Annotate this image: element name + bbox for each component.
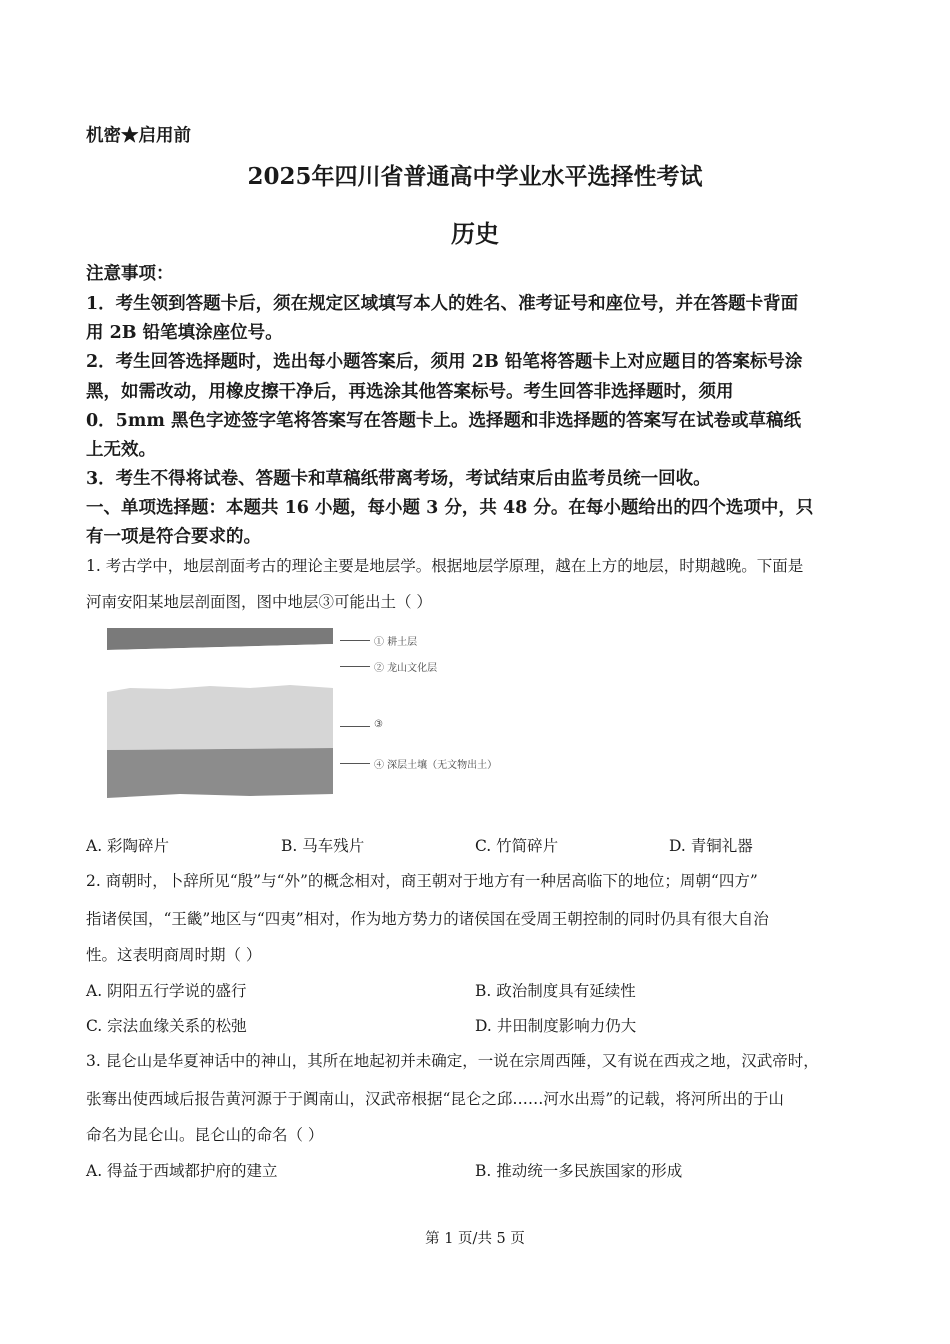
notice-line: 用 2B 铅笔填涂座位号。 (86, 323, 283, 343)
notice-line: 1．考生领到答题卡后，须在规定区域填写本人的姓名、准考证号和座位号，并在答题卡背面 (86, 294, 799, 314)
subject-title: 历史 (451, 219, 499, 248)
question-2-stem: 性。这表明商周时期（ ） (86, 946, 262, 964)
layer-1-label: ① 耕土层 (374, 637, 418, 648)
notice-line: 上无效。 (86, 440, 156, 460)
layer-3-leader (340, 726, 370, 727)
notice-line: 3．考生不得将试卷、答题卡和草稿纸带离考场，考试结束后由监考员统一回收。 (86, 469, 711, 489)
section-heading: 有一项是符合要求的。 (86, 527, 261, 547)
layer-2-band (107, 644, 333, 692)
question-3-stem: 3. 昆仑山是华夏神话中的神山，其所在地起初并未确定，一说在宗周西陲，又有说在西戎之地，汉武帝时， (86, 1052, 819, 1070)
question-3-option-a[interactable]: A. 得益于西域都护府的建立 (86, 1162, 278, 1180)
layer-4-label: ④ 深层土壤（无文物出土） (374, 760, 498, 771)
question-2-option-a[interactable]: A. 阴阳五行学说的盛行 (86, 982, 247, 1000)
notice-line: 2．考生回答选择题时，选出每小题答案后，须用 2B 铅笔将答题卡上对应题目的答案标号涂 (86, 352, 803, 372)
question-2-stem: 2. 商朝时，卜辞所见“殷”与“外”的概念相对，商王朝对于地方有一种居高临下的地位；周朝“四方” (86, 872, 758, 890)
question-2-option-d[interactable]: D. 井田制度影响力仍大 (475, 1017, 637, 1035)
notice-line: 0．5mm 黑色字迹签字笔将答案写在答题卡上。选择题和非选择题的答案写在试卷或草稿纸 (86, 411, 801, 431)
question-1-option-a[interactable]: A. 彩陶碎片 (86, 837, 170, 855)
stratigraphy-figure (100, 622, 520, 802)
exam-title: 2025年四川省普通高中学业水平选择性考试 (247, 163, 703, 190)
question-3-stem: 命名为昆仑山。昆仑山的命名（ ） (86, 1126, 324, 1144)
question-1-option-c[interactable]: C. 竹简碎片 (475, 837, 559, 855)
layer-4-band (107, 748, 333, 798)
layer-2-leader (340, 666, 370, 667)
secret-mark: 机密★启用前 (86, 126, 191, 146)
question-2-option-b[interactable]: B. 政治制度具有延续性 (475, 982, 636, 1000)
notice-heading: 注意事项： (86, 264, 174, 284)
question-3-option-b[interactable]: B. 推动统一多民族国家的形成 (475, 1162, 683, 1180)
stratigraphy-diagram (100, 622, 520, 802)
layer-4-leader (340, 763, 370, 764)
section-heading: 一、单项选择题：本题共 16 小题，每小题 3 分，共 48 分。在每小题给出的四个选项中，只 (86, 498, 814, 518)
layer-2-label: ② 龙山文化层 (374, 663, 438, 674)
question-1-option-b[interactable]: B. 马车残片 (281, 837, 365, 855)
question-3-stem: 张骞出使西域后报告黄河源于于阗南山，汉武帝根据“昆仑之邱……河水出焉”的记载，将河所出的于山 (86, 1090, 784, 1108)
layer-3-label: ③ (374, 719, 383, 730)
notice-line: 黑，如需改动，用橡皮擦干净后，再选涂其他答案标号。考生回答非选择题时，须用 (86, 382, 734, 402)
question-1-stem: 1. 考古学中，地层剖面考古的理论主要是地层学。根据地层学原理，越在上方的地层，时期越晚。下面是 (86, 557, 804, 575)
question-1-option-d[interactable]: D. 青铜礼器 (669, 837, 753, 855)
layer-3-band (107, 685, 333, 750)
question-2-stem: 指诸侯国，“王畿”地区与“四夷”相对，作为地方势力的诸侯国在受周王朝控制的同时仍具有很大自治 (86, 910, 769, 928)
layer-1-leader (340, 640, 370, 641)
question-1-stem: 河南安阳某地层剖面图，图中地层③可能出土（ ） (86, 593, 432, 611)
question-2-option-c[interactable]: C. 宗法血缘关系的松弛 (86, 1017, 247, 1035)
page-number: 第 1 页/共 5 页 (425, 1231, 525, 1247)
